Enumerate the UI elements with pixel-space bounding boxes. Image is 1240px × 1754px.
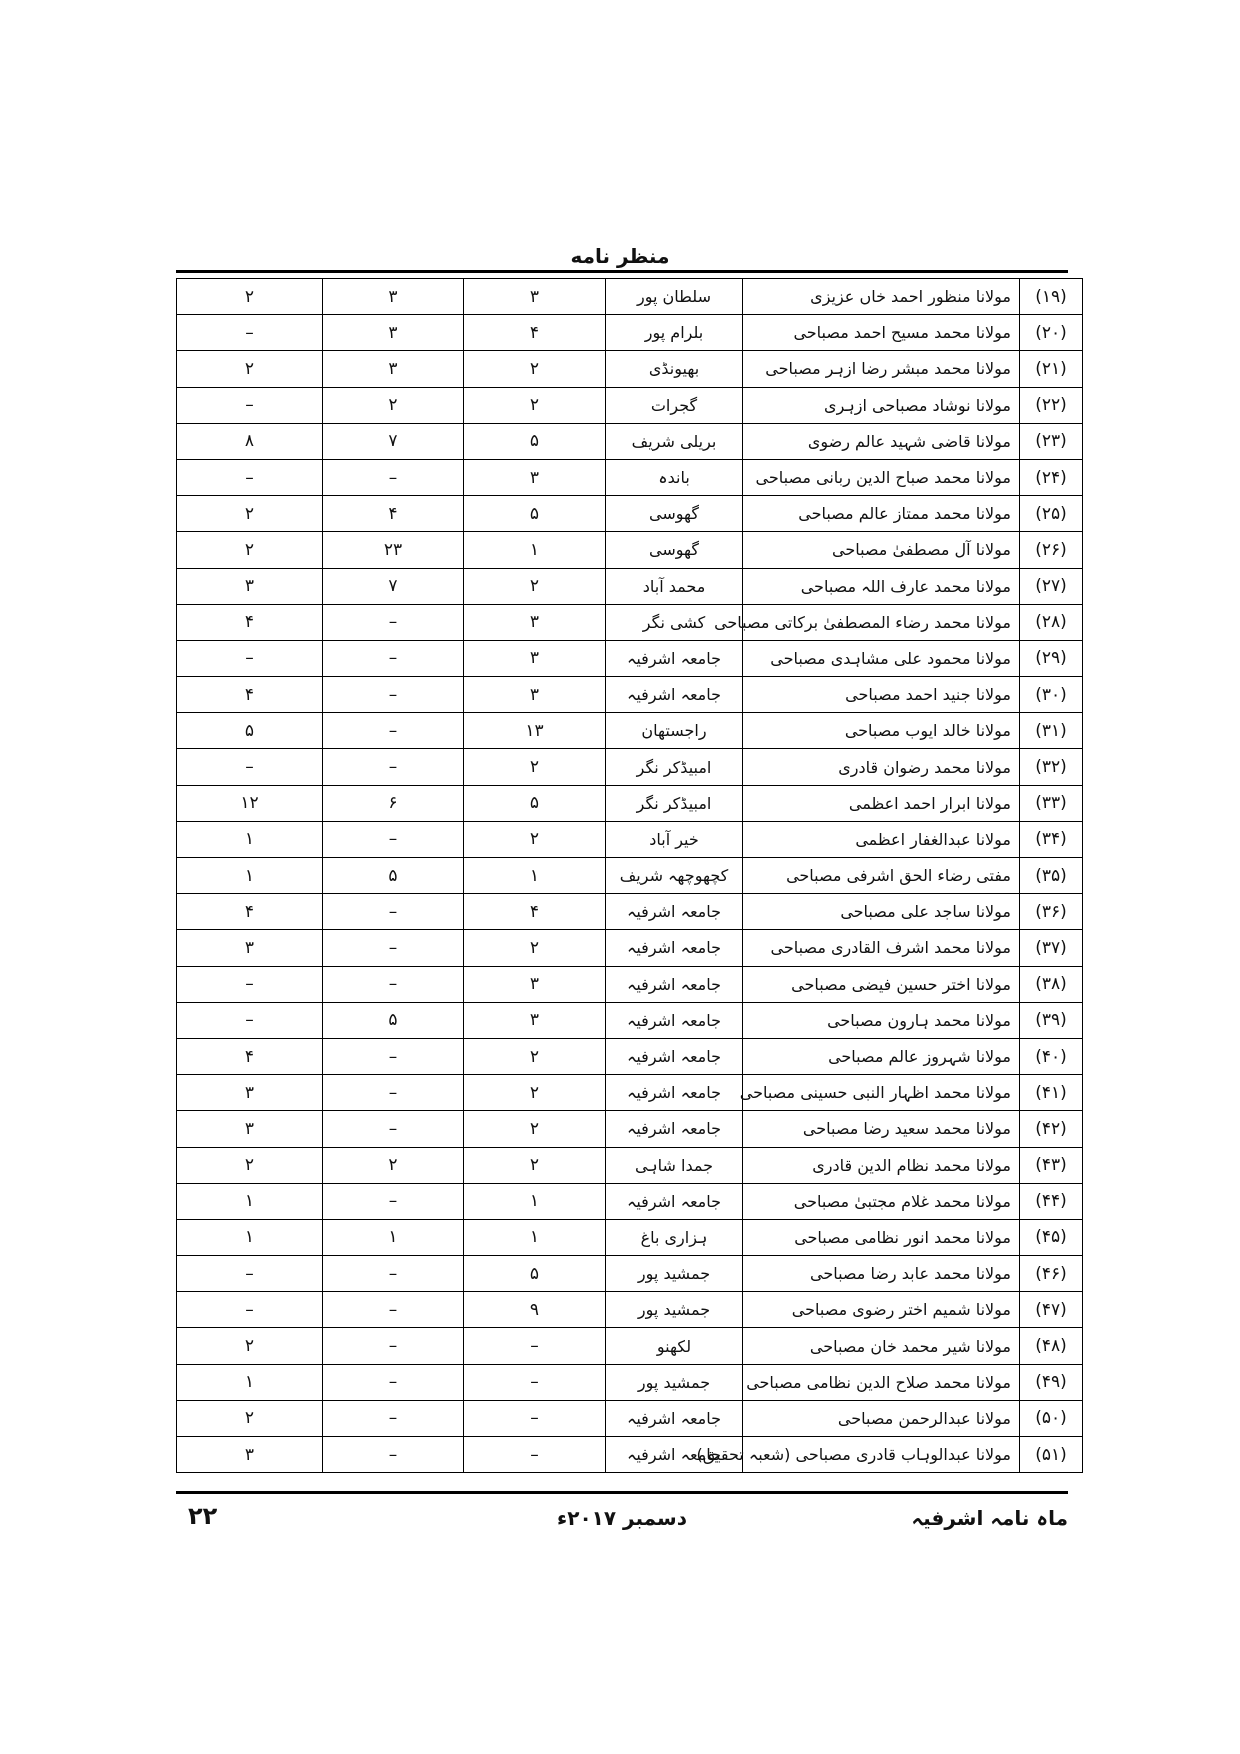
table-row bbox=[177, 1075, 1083, 1111]
name-cell: مولانا محمد صلاح الدین نظامی مصباحی bbox=[743, 1364, 1020, 1400]
table-row bbox=[177, 1111, 1083, 1147]
place-cell: گھوسی bbox=[606, 496, 743, 532]
table-row bbox=[177, 315, 1083, 351]
name-cell: مولانا محمد اشرف القادری مصباحی bbox=[743, 930, 1020, 966]
name-cell: مولانا ابرار احمد اعظمی bbox=[743, 785, 1020, 821]
count-cell-a: ۹ bbox=[464, 1292, 606, 1328]
table-row bbox=[177, 532, 1083, 568]
place-cell: جامعہ اشرفیہ bbox=[606, 966, 743, 1002]
count-cell-c: ۱۲ bbox=[177, 785, 323, 821]
name-cell: مولانا عبدالغفار اعظمی bbox=[743, 821, 1020, 857]
place-cell: جامعہ اشرفیہ bbox=[606, 1075, 743, 1111]
count-cell-c: ۴ bbox=[177, 894, 323, 930]
count-cell-b: – bbox=[323, 930, 464, 966]
table-row bbox=[177, 749, 1083, 785]
count-cell-b: ۶ bbox=[323, 785, 464, 821]
count-cell-c: ۸ bbox=[177, 423, 323, 459]
table-row bbox=[177, 279, 1083, 315]
place-cell: جمدا شاہی bbox=[606, 1147, 743, 1183]
count-cell-b: ۳ bbox=[323, 315, 464, 351]
count-cell-a: ۲ bbox=[464, 1111, 606, 1147]
magazine-name: ماہ نامہ اشرفیہ bbox=[911, 1506, 1068, 1530]
header-rule bbox=[176, 270, 1068, 273]
place-cell: جمشید پور bbox=[606, 1256, 743, 1292]
name-cell: مولانا محمد عارف اللہ مصباحی bbox=[743, 568, 1020, 604]
count-cell-a: ۲ bbox=[464, 387, 606, 423]
count-cell-a: ۲ bbox=[464, 749, 606, 785]
count-cell-c: ۱ bbox=[177, 1219, 323, 1255]
table-row bbox=[177, 1364, 1083, 1400]
serial-cell: (۲۷) bbox=[1020, 568, 1083, 604]
table-row bbox=[177, 459, 1083, 495]
name-cell: مولانا محمد عابد رضا مصباحی bbox=[743, 1256, 1020, 1292]
issue-date: دسمبر ۲۰۱۷ء bbox=[557, 1506, 687, 1530]
name-cell: مولانا قاضی شہید عالم رضوی bbox=[743, 423, 1020, 459]
count-cell-c: – bbox=[177, 315, 323, 351]
table-row bbox=[177, 677, 1083, 713]
name-cell: مولانا آل مصطفیٰ مصباحی bbox=[743, 532, 1020, 568]
table-row bbox=[177, 1038, 1083, 1074]
page-footer bbox=[176, 1500, 1068, 1540]
count-cell-b: – bbox=[323, 677, 464, 713]
count-cell-c: ۴ bbox=[177, 677, 323, 713]
count-cell-c: ۲ bbox=[177, 1400, 323, 1436]
serial-cell: (۱۹) bbox=[1020, 279, 1083, 315]
count-cell-a: ۳ bbox=[464, 1002, 606, 1038]
count-cell-a: ۳ bbox=[464, 279, 606, 315]
count-cell-a: ۲ bbox=[464, 568, 606, 604]
count-cell-a: – bbox=[464, 1400, 606, 1436]
count-cell-a: ۵ bbox=[464, 785, 606, 821]
count-cell-b: ۲۳ bbox=[323, 532, 464, 568]
count-cell-a: ۴ bbox=[464, 894, 606, 930]
count-cell-b: – bbox=[323, 604, 464, 640]
name-cell: مولانا محمد انور نظامی مصباحی bbox=[743, 1219, 1020, 1255]
count-cell-b: – bbox=[323, 1183, 464, 1219]
name-cell: مولانا محمد رضوان قادری bbox=[743, 749, 1020, 785]
name-cell: مولانا شیر محمد خان مصباحی bbox=[743, 1328, 1020, 1364]
page-number: ۲۲ bbox=[188, 1502, 218, 1530]
count-cell-b: – bbox=[323, 713, 464, 749]
name-cell: مولانا خالد ایوب مصباحی bbox=[743, 713, 1020, 749]
count-cell-c: – bbox=[177, 749, 323, 785]
count-cell-b: ۲ bbox=[323, 1147, 464, 1183]
name-cell: مولانا محمد مسیح احمد مصباحی bbox=[743, 315, 1020, 351]
count-cell-c: – bbox=[177, 459, 323, 495]
count-cell-a: ۲ bbox=[464, 1038, 606, 1074]
count-cell-b: – bbox=[323, 1292, 464, 1328]
serial-cell: (۴۷) bbox=[1020, 1292, 1083, 1328]
count-cell-c: ۲ bbox=[177, 532, 323, 568]
serial-cell: (۲۱) bbox=[1020, 351, 1083, 387]
serial-cell: (۳۸) bbox=[1020, 966, 1083, 1002]
count-cell-c: ۲ bbox=[177, 279, 323, 315]
name-cell: مولانا منظور احمد خاں عزیزی bbox=[743, 279, 1020, 315]
place-cell: باندہ bbox=[606, 459, 743, 495]
count-cell-c: ۳ bbox=[177, 930, 323, 966]
table-row bbox=[177, 1400, 1083, 1436]
count-cell-a: ۳ bbox=[464, 459, 606, 495]
count-cell-c: – bbox=[177, 1256, 323, 1292]
count-cell-a: ۵ bbox=[464, 423, 606, 459]
count-cell-a: ۳ bbox=[464, 966, 606, 1002]
table-row bbox=[177, 1292, 1083, 1328]
name-cell: مولانا نوشاد مصباحی ازہری bbox=[743, 387, 1020, 423]
serial-cell: (۳۳) bbox=[1020, 785, 1083, 821]
count-cell-a: ۳ bbox=[464, 640, 606, 676]
count-cell-a: ۱ bbox=[464, 1183, 606, 1219]
count-cell-b: – bbox=[323, 1256, 464, 1292]
count-cell-b: – bbox=[323, 1328, 464, 1364]
count-cell-c: ۵ bbox=[177, 713, 323, 749]
count-cell-c: – bbox=[177, 640, 323, 676]
count-cell-a: ۳ bbox=[464, 677, 606, 713]
serial-cell: (۴۶) bbox=[1020, 1256, 1083, 1292]
serial-cell: (۳۷) bbox=[1020, 930, 1083, 966]
place-cell: جامعہ اشرفیہ bbox=[606, 677, 743, 713]
count-cell-a: ۴ bbox=[464, 315, 606, 351]
place-cell: جامعہ اشرفیہ bbox=[606, 640, 743, 676]
serial-cell: (۲۰) bbox=[1020, 315, 1083, 351]
place-cell: سلطان پور bbox=[606, 279, 743, 315]
count-cell-b: – bbox=[323, 894, 464, 930]
serial-cell: (۴۸) bbox=[1020, 1328, 1083, 1364]
count-cell-b: – bbox=[323, 749, 464, 785]
count-cell-c: ۱ bbox=[177, 821, 323, 857]
name-cell: مولانا محمد نظام الدین قادری bbox=[743, 1147, 1020, 1183]
place-cell: بریلی شریف bbox=[606, 423, 743, 459]
serial-cell: (۲۲) bbox=[1020, 387, 1083, 423]
count-cell-c: ۳ bbox=[177, 1075, 323, 1111]
count-cell-a: ۱۳ bbox=[464, 713, 606, 749]
name-cell: مولانا شہروز عالم مصباحی bbox=[743, 1038, 1020, 1074]
count-cell-c: – bbox=[177, 966, 323, 1002]
table-row bbox=[177, 1328, 1083, 1364]
place-cell: امبیڈکر نگر bbox=[606, 749, 743, 785]
table-body bbox=[177, 279, 1083, 1473]
table-row bbox=[177, 1183, 1083, 1219]
table-row bbox=[177, 1147, 1083, 1183]
count-cell-c: ۱ bbox=[177, 1364, 323, 1400]
table-row bbox=[177, 930, 1083, 966]
table-row bbox=[177, 966, 1083, 1002]
table-row bbox=[177, 351, 1083, 387]
count-cell-c: ۴ bbox=[177, 604, 323, 640]
count-cell-b: – bbox=[323, 640, 464, 676]
count-cell-c: ۱ bbox=[177, 1183, 323, 1219]
table-row bbox=[177, 604, 1083, 640]
count-cell-a: ۲ bbox=[464, 821, 606, 857]
count-cell-a: ۲ bbox=[464, 1075, 606, 1111]
count-cell-a: – bbox=[464, 1328, 606, 1364]
table-row bbox=[177, 1002, 1083, 1038]
name-cell: مفتی رضاء الحق اشرفی مصباحی bbox=[743, 858, 1020, 894]
place-cell: بلرام پور bbox=[606, 315, 743, 351]
serial-cell: (۴۰) bbox=[1020, 1038, 1083, 1074]
serial-cell: (۳۲) bbox=[1020, 749, 1083, 785]
place-cell: کشی نگر bbox=[606, 604, 743, 640]
count-cell-c: ۳ bbox=[177, 1437, 323, 1473]
serial-cell: (۲۸) bbox=[1020, 604, 1083, 640]
serial-cell: (۲۶) bbox=[1020, 532, 1083, 568]
count-cell-c: – bbox=[177, 387, 323, 423]
place-cell: امبیڈکر نگر bbox=[606, 785, 743, 821]
count-cell-b: ۷ bbox=[323, 423, 464, 459]
serial-cell: (۳۰) bbox=[1020, 677, 1083, 713]
name-cell: مولانا محمود علی مشاہدی مصباحی bbox=[743, 640, 1020, 676]
count-cell-b: ۵ bbox=[323, 1002, 464, 1038]
count-cell-c: ۲ bbox=[177, 496, 323, 532]
serial-cell: (۲۹) bbox=[1020, 640, 1083, 676]
table-row bbox=[177, 568, 1083, 604]
place-cell: خیر آباد bbox=[606, 821, 743, 857]
name-cell: مولانا شمیم اختر رضوی مصباحی bbox=[743, 1292, 1020, 1328]
place-cell: جامعہ اشرفیہ bbox=[606, 1400, 743, 1436]
place-cell: کچھوچھہ شریف bbox=[606, 858, 743, 894]
place-cell: جامعہ اشرفیہ bbox=[606, 1002, 743, 1038]
serial-cell: (۴۴) bbox=[1020, 1183, 1083, 1219]
serial-cell: (۲۳) bbox=[1020, 423, 1083, 459]
place-cell: لکھنو bbox=[606, 1328, 743, 1364]
count-cell-b: ۳ bbox=[323, 279, 464, 315]
count-cell-b: – bbox=[323, 1038, 464, 1074]
table-row bbox=[177, 858, 1083, 894]
count-cell-b: – bbox=[323, 1437, 464, 1473]
serial-cell: (۴۵) bbox=[1020, 1219, 1083, 1255]
table-row bbox=[177, 640, 1083, 676]
name-cell: مولانا عبدالرحمن مصباحی bbox=[743, 1400, 1020, 1436]
place-cell: محمد آباد bbox=[606, 568, 743, 604]
count-cell-c: ۱ bbox=[177, 858, 323, 894]
table-row bbox=[177, 894, 1083, 930]
serial-cell: (۳۴) bbox=[1020, 821, 1083, 857]
count-cell-a: ۱ bbox=[464, 1219, 606, 1255]
count-cell-b: – bbox=[323, 1400, 464, 1436]
place-cell: گھوسی bbox=[606, 532, 743, 568]
place-cell: جامعہ اشرفیہ bbox=[606, 894, 743, 930]
count-cell-a: – bbox=[464, 1364, 606, 1400]
count-cell-b: – bbox=[323, 966, 464, 1002]
count-cell-b: – bbox=[323, 1364, 464, 1400]
place-cell: جامعہ اشرفیہ bbox=[606, 1038, 743, 1074]
count-cell-b: – bbox=[323, 821, 464, 857]
table-row bbox=[177, 1256, 1083, 1292]
place-cell: راجستھان bbox=[606, 713, 743, 749]
name-cell: مولانا ساجد علی مصباحی bbox=[743, 894, 1020, 930]
serial-cell: (۵۱) bbox=[1020, 1437, 1083, 1473]
count-cell-c: ۳ bbox=[177, 568, 323, 604]
table-row bbox=[177, 1437, 1083, 1473]
page-header-title: منظر نامه bbox=[570, 244, 670, 268]
count-cell-b: – bbox=[323, 1111, 464, 1147]
count-cell-c: ۴ bbox=[177, 1038, 323, 1074]
count-cell-c: – bbox=[177, 1292, 323, 1328]
place-cell: جامعہ اشرفیہ bbox=[606, 1437, 743, 1473]
count-cell-c: ۲ bbox=[177, 351, 323, 387]
count-cell-a: ۳ bbox=[464, 604, 606, 640]
name-cell: مولانا محمد غلام مجتبیٰ مصباحی bbox=[743, 1183, 1020, 1219]
name-cell: مولانا محمد رضاء المصطفیٰ برکاتی مصباحی bbox=[743, 604, 1020, 640]
name-cell: مولانا محمد ممتاز عالم مصباحی bbox=[743, 496, 1020, 532]
serial-cell: (۴۱) bbox=[1020, 1075, 1083, 1111]
serial-cell: (۵۰) bbox=[1020, 1400, 1083, 1436]
serial-cell: (۲۵) bbox=[1020, 496, 1083, 532]
count-cell-b: – bbox=[323, 459, 464, 495]
place-cell: گجرات bbox=[606, 387, 743, 423]
table-row bbox=[177, 423, 1083, 459]
count-cell-a: – bbox=[464, 1437, 606, 1473]
serial-cell: (۴۲) bbox=[1020, 1111, 1083, 1147]
table-row bbox=[177, 785, 1083, 821]
count-cell-b: ۵ bbox=[323, 858, 464, 894]
place-cell: بھیونڈی bbox=[606, 351, 743, 387]
count-cell-b: ۱ bbox=[323, 1219, 464, 1255]
count-cell-b: ۳ bbox=[323, 351, 464, 387]
name-cell: مولانا محمد اظہار النبی حسینی مصباحی bbox=[743, 1075, 1020, 1111]
scholars-table bbox=[176, 278, 1083, 1473]
footer-rule bbox=[176, 1491, 1068, 1494]
place-cell: جمشید پور bbox=[606, 1364, 743, 1400]
count-cell-a: ۲ bbox=[464, 930, 606, 966]
place-cell: جامعہ اشرفیہ bbox=[606, 1111, 743, 1147]
name-cell: مولانا محمد صباح الدین ربانی مصباحی bbox=[743, 459, 1020, 495]
place-cell: جمشید پور bbox=[606, 1292, 743, 1328]
count-cell-c: – bbox=[177, 1002, 323, 1038]
serial-cell: (۳۶) bbox=[1020, 894, 1083, 930]
serial-cell: (۳۱) bbox=[1020, 713, 1083, 749]
table-row bbox=[177, 496, 1083, 532]
table-row bbox=[177, 1219, 1083, 1255]
name-cell: مولانا محمد سعید رضا مصباحی bbox=[743, 1111, 1020, 1147]
name-cell: مولانا محمد ہارون مصباحی bbox=[743, 1002, 1020, 1038]
count-cell-b: ۷ bbox=[323, 568, 464, 604]
serial-cell: (۳۹) bbox=[1020, 1002, 1083, 1038]
table-row bbox=[177, 713, 1083, 749]
count-cell-b: ۴ bbox=[323, 496, 464, 532]
count-cell-a: ۵ bbox=[464, 496, 606, 532]
place-cell: جامعہ اشرفیہ bbox=[606, 930, 743, 966]
count-cell-a: ۲ bbox=[464, 351, 606, 387]
name-cell: مولانا محمد مبشر رضا ازہر مصباحی bbox=[743, 351, 1020, 387]
name-cell: مولانا جنید احمد مصباحی bbox=[743, 677, 1020, 713]
table-row bbox=[177, 387, 1083, 423]
name-cell: مولانا عبدالوہاب قادری مصباحی (شعبہ تحقیق) bbox=[743, 1437, 1020, 1473]
count-cell-a: ۱ bbox=[464, 858, 606, 894]
count-cell-a: ۲ bbox=[464, 1147, 606, 1183]
count-cell-b: ۲ bbox=[323, 387, 464, 423]
count-cell-b: – bbox=[323, 1075, 464, 1111]
count-cell-c: ۲ bbox=[177, 1328, 323, 1364]
table-row bbox=[177, 821, 1083, 857]
serial-cell: (۴۹) bbox=[1020, 1364, 1083, 1400]
count-cell-a: ۵ bbox=[464, 1256, 606, 1292]
serial-cell: (۴۳) bbox=[1020, 1147, 1083, 1183]
count-cell-c: ۳ bbox=[177, 1111, 323, 1147]
place-cell: جامعہ اشرفیہ bbox=[606, 1183, 743, 1219]
serial-cell: (۳۵) bbox=[1020, 858, 1083, 894]
count-cell-c: ۲ bbox=[177, 1147, 323, 1183]
name-cell: مولانا اختر حسین فیضی مصباحی bbox=[743, 966, 1020, 1002]
serial-cell: (۲۴) bbox=[1020, 459, 1083, 495]
place-cell: ہزاری باغ bbox=[606, 1219, 743, 1255]
count-cell-a: ۱ bbox=[464, 532, 606, 568]
